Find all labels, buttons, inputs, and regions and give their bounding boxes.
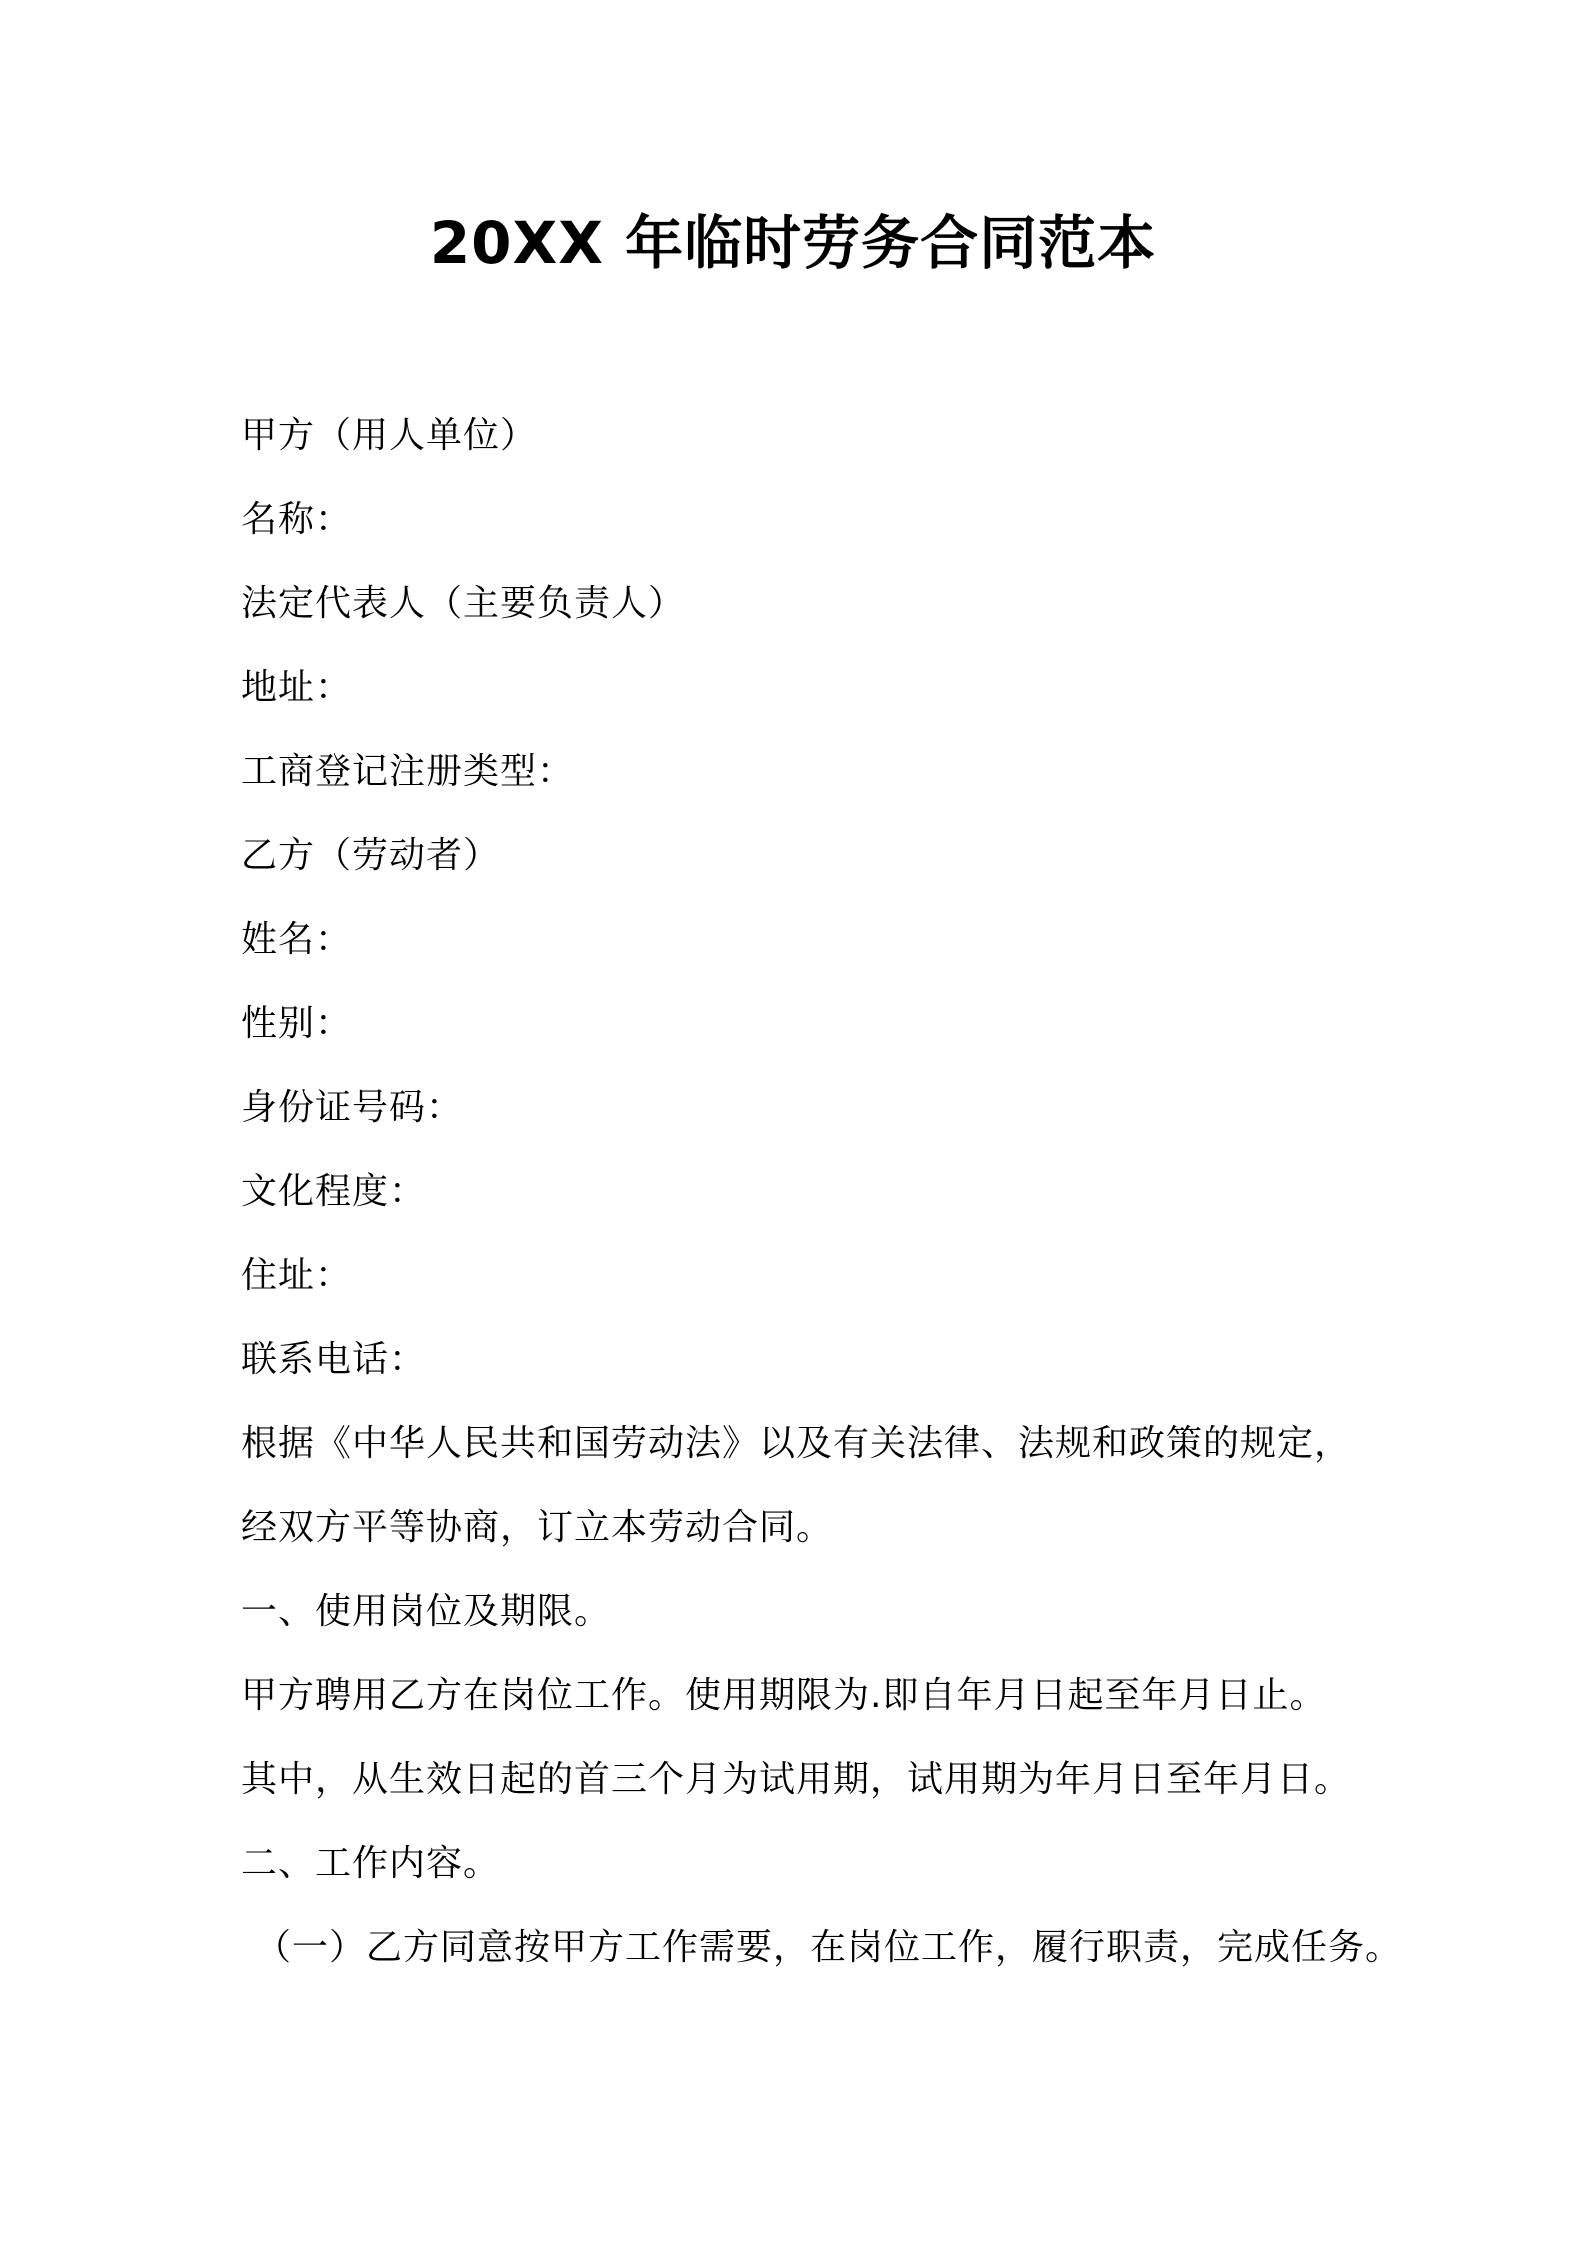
section-1-paragraph-line-2: 其中，从生效日起的首三个月为试用期，试用期为年月日至年月日。	[241, 1759, 1352, 1800]
section-2-heading: 二、工作内容。	[241, 1843, 501, 1884]
party-b-gender-field: 性别：	[241, 1003, 353, 1044]
preamble-paragraph-line-2: 经双方平等协商，订立本劳动合同。	[241, 1507, 834, 1548]
document-title: 20XX 年临时劳务合同范本	[429, 209, 1157, 277]
party-b-id-number-field: 身份证号码：	[241, 1087, 464, 1128]
section-2-clause-1: （一）乙方同意按甲方工作需要，在岗位工作，履行职责，完成任务。	[255, 1927, 1403, 1968]
section-1-paragraph-line-1: 甲方聘用乙方在岗位工作。使用期限为.即自年月日起至年月日止。	[241, 1675, 1327, 1716]
party-b-address-field: 住址：	[241, 1255, 353, 1296]
party-b-phone-field: 联系电话：	[241, 1339, 427, 1380]
party-a-heading: 甲方（用人单位）	[241, 415, 538, 456]
party-a-name-field: 名称：	[241, 499, 353, 540]
preamble-paragraph-line-1: 根据《中华人民共和国劳动法》以及有关法律、法规和政策的规定，	[241, 1423, 1352, 1464]
party-a-address-field: 地址：	[241, 667, 353, 708]
party-a-registration-type-field: 工商登记注册类型：	[241, 751, 575, 792]
party-b-heading: 乙方（劳动者）	[241, 835, 501, 876]
section-1-heading: 一、使用岗位及期限。	[241, 1591, 612, 1632]
party-b-name-field: 姓名：	[241, 919, 353, 960]
party-a-legal-rep-field: 法定代表人（主要负责人）	[241, 583, 686, 624]
party-b-education-field: 文化程度：	[241, 1171, 427, 1212]
